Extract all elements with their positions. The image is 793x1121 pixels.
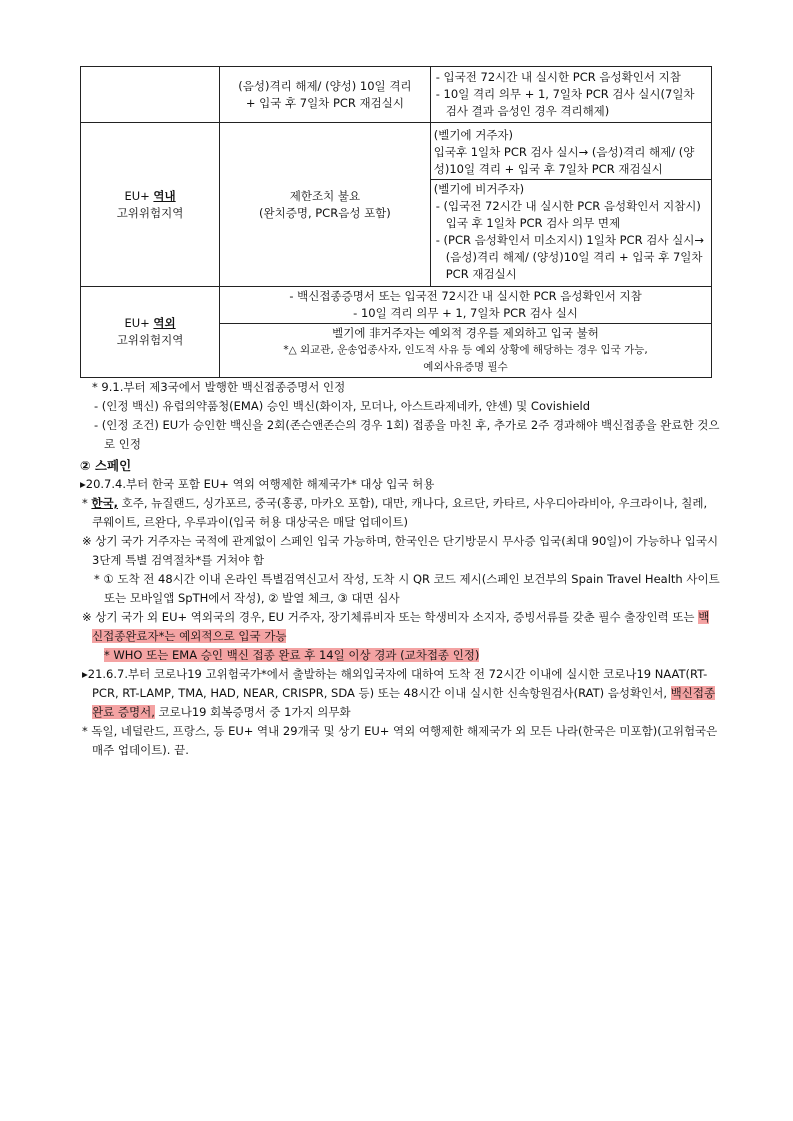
table-cell-region	[81, 123, 220, 287]
cell-text: - 백신접종증명서 또는 입국전 72시간 내 실시한 PCR 음성확인서 지참	[289, 289, 642, 303]
note-line	[80, 646, 720, 665]
note-line: ▸20.7.4.부터 한국 포함 EU+ 역외 여행제한 해제국가* 대상 입국 허용	[80, 477, 435, 491]
notes-section	[80, 378, 720, 760]
section-heading: ② 스페인	[80, 458, 132, 473]
cell-note: 예외사유증명 필수	[423, 361, 508, 373]
cell-note: *△ 외교관, 운송업종사자, 인도적 사유 등 예외 상황에 해당하는 경우 입국 가능,	[283, 344, 648, 356]
note-line: - (인정 백신) 유럽의약품청(EMA) 승인 백신(화이자, 모더나, 아스트라제네카, 얀센) 및 Covishield	[94, 399, 591, 413]
cell-text: - 10일 격리 의무 + 1, 7일차 PCR 검사 실시	[353, 306, 578, 320]
table-cell-empty	[81, 67, 220, 123]
cell-text: 벨기에 非거주자는 예외적 경우를 제외하고 입국 불허	[332, 326, 599, 340]
region-label: EU+ 역내	[124, 188, 176, 203]
cell-text: (음성)격리 해제/ (양성) 10일 격리 + 입국 후 7일차 PCR 재검실시	[238, 78, 412, 110]
table-cell	[430, 123, 711, 287]
table-row	[81, 123, 712, 287]
region-emphasis: 역내	[153, 188, 176, 203]
region-emphasis: 역외	[153, 316, 176, 330]
table-cell	[220, 123, 431, 287]
table-cell	[430, 67, 711, 123]
cell-text: 입국후 1일차 PCR 검사 실시→ (음성)격리 해제/ (양성)10일 격리 + 입국 후 7일차 PCR 재검실시	[433, 144, 695, 176]
korea-emphasis: 한국,	[91, 496, 118, 510]
table-cell	[220, 67, 431, 123]
cell-text: - 입국전 72시간 내 실시한 PCR 음성확인서 지참	[435, 70, 681, 84]
region-label-line2: 고위위험지역	[116, 205, 184, 220]
note-line: ▸21.6.7.부터 코로나19 고위험국가*에서 출발하는 해외입국자에 대하여 도착 전 72시간 이내에 실시한 코로나19 NAAT(RT-PCR, RT-LAMP, TMA, HAD, NEAR, CRISPR, SDA 등) 또는 48시간 이내 실시한 신속항원검사(RAT) 음성확인서, 백신접종완료 증명서, 코로나19 회복증명서 중 1가지 의무화	[82, 667, 716, 719]
cell-subtitle: (벨기에 거주자)	[433, 127, 514, 142]
note-line: ※ 상기 국가 거주자는 국적에 관계없이 스페인 입국 가능하며, 한국인은 단기방문시 무사증 입국(최대 90일)이 가능하나 입국시 3단계 특별 검역절차*를 거쳐야 함	[82, 534, 719, 567]
region-label: EU+ 역외	[124, 316, 176, 330]
note-line: * 9.1.부터 제3국에서 발행한 백신접종증명서 인정	[92, 380, 346, 394]
cell-subtitle: (벨기에 비거주자)	[433, 181, 525, 196]
entry-rules-table	[80, 66, 712, 378]
note-line: * 한국, 호주, 뉴질랜드, 싱가포르, 중국(홍콩, 마카오 포함), 대만, 캐나다, 요르단, 카타르, 사우디아라비아, 우크라이나, 칠레, 쿠웨이트, 르완다, 우루과이(입국 허용 대상국은 매달 업데이트)	[82, 496, 708, 529]
resident-block	[431, 126, 711, 180]
cell-text: - 10일 격리 의무 + 1, 7일차 PCR 검사 실시(7일차 검사 결과 음성인 경우 격리해제)	[435, 87, 695, 118]
exception-block	[220, 324, 711, 377]
highlight: 백신접종완료자*는 예외적으로 입국 가능	[92, 610, 710, 643]
cell-text: 제한조치 불요 (완치증명, PCR음성 포함)	[259, 188, 391, 220]
highlight: * WHO 또는 EMA 승인 백신 접종 완료 후 14일 이상 경과 (교차접종 인정)	[104, 648, 480, 662]
cell-text: - (입국전 72시간 내 실시한 PCR 음성확인서 지참시) 입국 후 1일차 PCR 검사 의무 면제	[435, 198, 701, 230]
table-row	[81, 67, 712, 123]
non-resident-block	[431, 180, 711, 284]
region-label-line2: 고위위험지역	[116, 333, 184, 347]
note-line: * ① 도착 전 48시간 이내 온라인 특별검역신고서 작성, 도착 시 QR 코드 제시(스페인 보건부의 Spain Travel Health 사이트 또는 모바일앱 SpTH에서 작성), ② 발열 체크, ③ 대면 심사	[94, 572, 720, 605]
table-row	[81, 287, 712, 378]
requirement-block	[220, 287, 711, 324]
note-line: ※ 상기 국가 외 EU+ 역외국의 경우, EU 거주자, 장기체류비자 또는 학생비자 소지자, 증빙서류를 갖춘 필수 출장인력 또는 백신접종완료자*는 예외적으로 입국 가능	[82, 610, 710, 643]
highlight: 백신접종완료 증명서,	[92, 686, 716, 719]
table-cell-merged	[220, 287, 712, 378]
note-line: * 독일, 네덜란드, 프랑스, 등 EU+ 역내 29개국 및 상기 EU+ 역외 여행제한 해제국가 외 모든 나라(한국은 미포함)(고위험국은 매주 업데이트). 끝.	[82, 724, 718, 757]
table-cell-region	[81, 287, 220, 378]
cell-text: - (PCR 음성확인서 미소지시) 1일차 PCR 검사 실시→ (음성)격리 해제/ (양성)10일 격리 + 입국 후 7일차 PCR 재검실시	[435, 232, 704, 281]
note-line: - (인정 조건) EU가 승인한 백신을 2회(존슨앤존슨의 경우 1회) 접종을 마친 후, 추가로 2주 경과해야 백신접종을 완료한 것으로 인정	[94, 418, 720, 451]
